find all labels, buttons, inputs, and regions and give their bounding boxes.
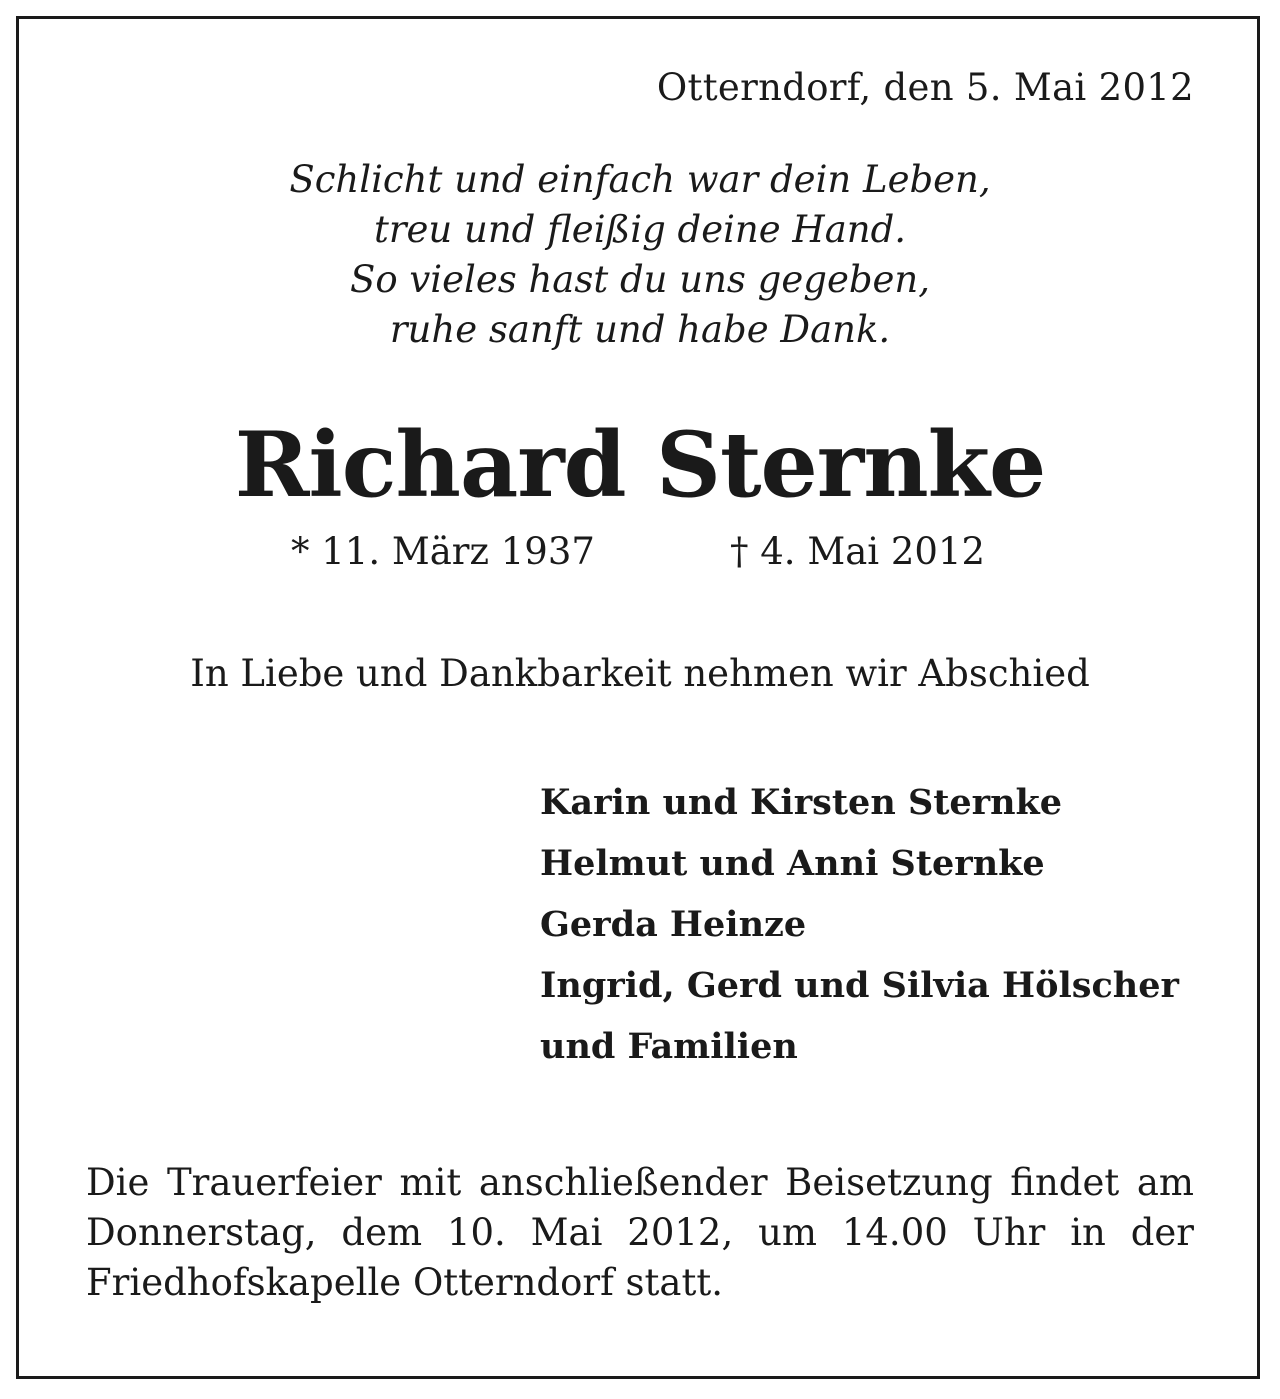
mourner-entry: Helmut und Anni Sternke — [540, 843, 1045, 884]
poem-line: treu und fleißig deine Hand. — [373, 208, 907, 251]
death-date: † 4. Mai 2012 — [730, 530, 986, 573]
mourner-entry: Gerda Heinze — [540, 904, 807, 945]
deceased-name: Richard Sternke — [234, 412, 1046, 518]
mourner-entry: Karin und Kirsten Sternke — [540, 782, 1063, 823]
birth-date: * 11. März 1937 — [291, 530, 595, 573]
service-notice: Die Trauerfeier mit anschließender Beisetzung findet am Donnerstag, dem 10. Mai 2012, um 14.00 Uhr in der Friedhofskapelle Otterndorf statt. — [86, 1161, 1194, 1304]
mourner-entry: und Familien — [540, 1026, 798, 1067]
poem-line: Schlicht und einfach war dein Leben, — [289, 158, 991, 201]
farewell-line: In Liebe und Dankbarkeit nehmen wir Abschied — [190, 652, 1090, 695]
poem-line: ruhe sanft und habe Dank. — [389, 308, 891, 351]
mourner-entry: Ingrid, Gerd und Silvia Hölscher — [540, 965, 1179, 1006]
poem — [0, 155, 1280, 355]
place-date: Otterndorf, den 5. Mai 2012 — [656, 66, 1194, 109]
mourners-list — [540, 772, 1179, 1077]
poem-line: So vieles hast du uns gegeben, — [349, 258, 931, 301]
